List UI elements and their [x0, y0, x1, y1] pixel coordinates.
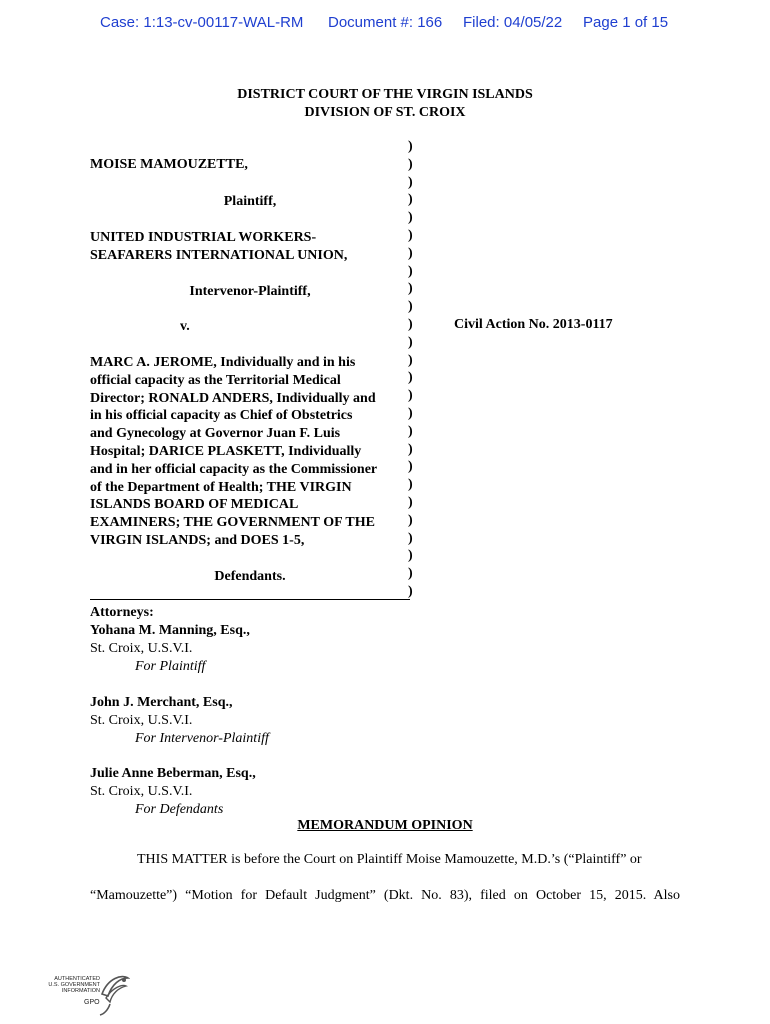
attorney-block [90, 765, 256, 819]
opinion-text-line: THIS MATTER is before the Court on Plaintiff Moise Mamouzette, M.D.’s (“Plaintiff” or [137, 852, 642, 867]
seal-label: GPO [84, 999, 100, 1006]
court-division: DIVISION OF ST. CROIX [304, 105, 466, 120]
filed-date: Filed: 04/05/22 [463, 14, 563, 31]
attorney-block [90, 622, 250, 676]
attorney-role: For Defendants [135, 802, 224, 817]
plaintiff-role: Plaintiff, [223, 194, 277, 209]
attorneys-heading: Attorneys: [90, 605, 154, 620]
attorney-block [90, 694, 269, 748]
versus: v. [180, 319, 190, 334]
filing-header [0, 14, 770, 34]
plaintiff-name: MOISE MAMOUZETTE, [90, 157, 248, 172]
attorney-location: St. Croix, U.S.V.I. [90, 713, 193, 728]
defendants-names: MARC A. JEROME, Individually and in his official capacity as the Territorial Medical Director; RONALD ANDERS, Individually and in his official capacity as Chief of Obstetrics and Gynecology at Governor Juan F. Luis Hospital; DARICE PLASKETT, Individually and in her official capacity as the Commissioner of the Department of Health; THE VIRGIN ISLANDS BOARD OF MEDICAL EXAMINERS; THE GOVERNMENT OF THE VIRGIN ISLANDS; and DOES 1-5, [90, 355, 378, 548]
intervenor-name: UNITED INDUSTRIAL WORKERS- SEAFARERS INTERNATIONAL UNION, [90, 230, 348, 263]
page-count: Page 1 of 15 [583, 14, 669, 31]
document-number: Document #: 166 [328, 14, 443, 31]
attorney-location: St. Croix, U.S.V.I. [90, 784, 193, 799]
case-number: Case: 1:13-cv-00117-WAL-RM [100, 14, 304, 31]
intervenor-role: Intervenor-Plaintiff, [189, 284, 311, 299]
caption-rule [90, 599, 410, 600]
caption-parentheses: ) ) ) ) ) ) ) ) ) ) ) ) ) ) ) ) ) ) ) ) ) ) ) ) ) ) [408, 139, 413, 599]
attorney-name: John J. Merchant, Esq., [90, 695, 233, 710]
civil-action-number: Civil Action No. 2013-0117 [454, 317, 613, 332]
attorney-role: For Plaintiff [135, 659, 206, 674]
opinion-title: MEMORANDUM OPINION [297, 818, 473, 833]
attorney-name: Yohana M. Manning, Esq., [90, 623, 250, 638]
court-name: DISTRICT COURT OF THE VIRGIN ISLANDS [237, 87, 533, 102]
attorney-role: For Intervenor-Plaintiff [135, 731, 269, 746]
defendants-role: Defendants. [214, 569, 286, 584]
opinion-text-line: “Mamouzette”) “Motion for Default Judgment” (Dkt. No. 83), filed on October 15, 2015. Also [90, 888, 680, 903]
gpo-authentication-seal [40, 972, 130, 1018]
seal-text: AUTHENTICATED U.S. GOVERNMENT INFORMATION [48, 976, 100, 994]
attorney-name: Julie Anne Beberman, Esq., [90, 766, 256, 781]
attorney-location: St. Croix, U.S.V.I. [90, 641, 193, 656]
gpo-eagle-icon [98, 972, 130, 1016]
